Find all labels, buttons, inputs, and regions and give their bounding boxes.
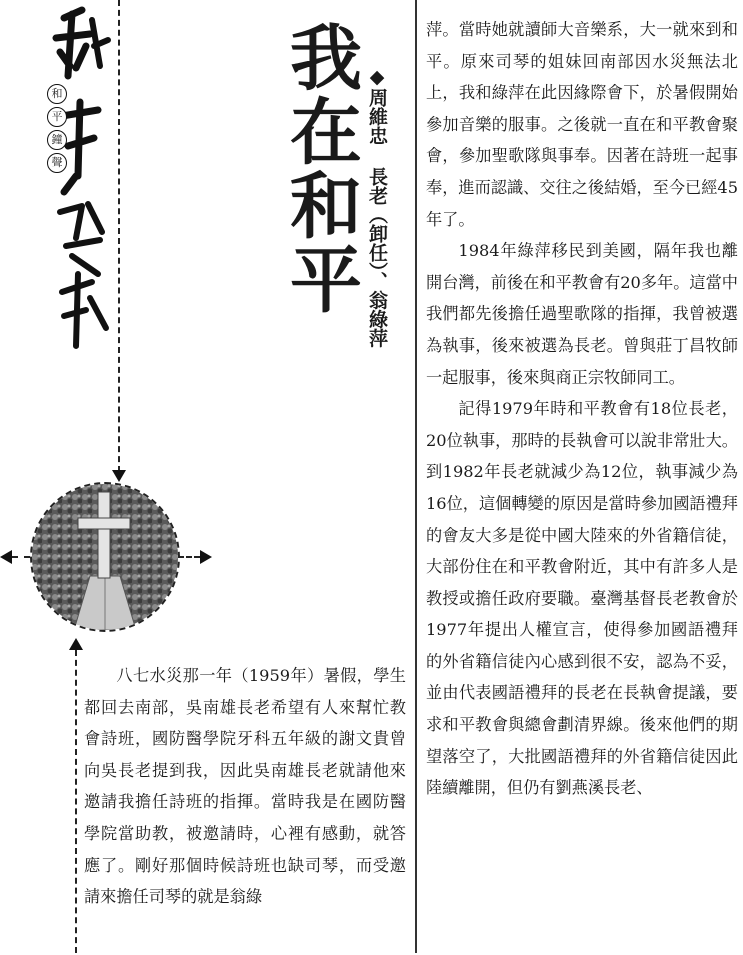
body-column-left (84, 660, 406, 955)
dashed-guide-right (178, 556, 200, 558)
body-paragraph: 記得1979年時和平教會有18位長老，20位執事，那時的長執會可以說非常壯大。到1982年長老就減少為12位，執事減少為16位，這個轉變的原因是當時參加國語禮拜的會友大多是從中國大陸來的外省籍信徒，大部份住在和平教會附近，其中有許多人是教授或擔任政府要職。臺灣基督長老教會於1977年提出人權宣言，使得參加國語禮拜的外省籍信徒內心感到很不安，認為不妥，並由代表國語禮拜的長老在長執會提議，要求和平教會與總會劃清界線。後來他們的期望落空了，大批國語禮拜的外省籍信徒因此陸續離開，但仍有劉燕溪長老、 (426, 399, 738, 798)
seal-char: 聲 (47, 153, 67, 173)
arrow-up-icon (69, 638, 83, 650)
cross-icon (32, 484, 178, 630)
body-paragraph: 萍。當時她就讀師大音樂系，大一就來到和平。原來司琴的姐妹回南部因水災無法北上，我和綠萍在此因緣際會下，於暑假開始參加音樂的服事。之後就一直在和平教會聚會，參加聖歌隊與事奉。因著在詩班一起事奉，進而認識、交往之後結婚，至今已經45年了。 (426, 20, 738, 229)
arrow-left-icon (0, 550, 12, 564)
seal-char: 和 (47, 84, 67, 104)
seal-char: 平 (47, 107, 67, 127)
dashed-guide-left (12, 556, 30, 558)
arrow-right-icon (200, 550, 212, 564)
column-divider (415, 0, 417, 953)
dashed-guide-bottom (75, 650, 77, 953)
seal-char: 鐘 (47, 130, 67, 150)
church-cross-photo (30, 482, 180, 632)
calligraphy-column-title (42, 6, 112, 351)
seal-stamp (47, 84, 67, 173)
dashed-guide-top (118, 0, 120, 472)
body-column-right (426, 14, 738, 954)
body-paragraph: 八七水災那一年（1959年）暑假，學生都回去南部，吳南雄長老希望有人來幫忙教會詩班，國防醫學院牙科五年級的謝文貴曾向吳長老提到我，因此吳南雄長老就請他來邀請我擔任詩班的指揮。當時我是在國防醫學院當助教，被邀請時，心裡有感動，就答應了。剛好那個時候詩班也缺司琴，而受邀請來擔任司琴的就是翁綠 (84, 666, 406, 907)
article-byline: ◆周維忠 長老（卸任）、翁綠萍 (366, 66, 388, 348)
body-paragraph: 1984年綠萍移民到美國，隔年我也離開台灣，前後在和平教會有20多年。這當中我們都先後擔任過聖歌隊的指揮，我曾被選為執事，後來被選為長老。曾與莊丁昌牧師一起服事，後來與商正宗牧師同工。 (426, 241, 738, 387)
calligraphy-brush-icon (42, 6, 112, 351)
article-title: 我在和平 (278, 20, 362, 316)
arrow-down-icon (112, 470, 126, 482)
